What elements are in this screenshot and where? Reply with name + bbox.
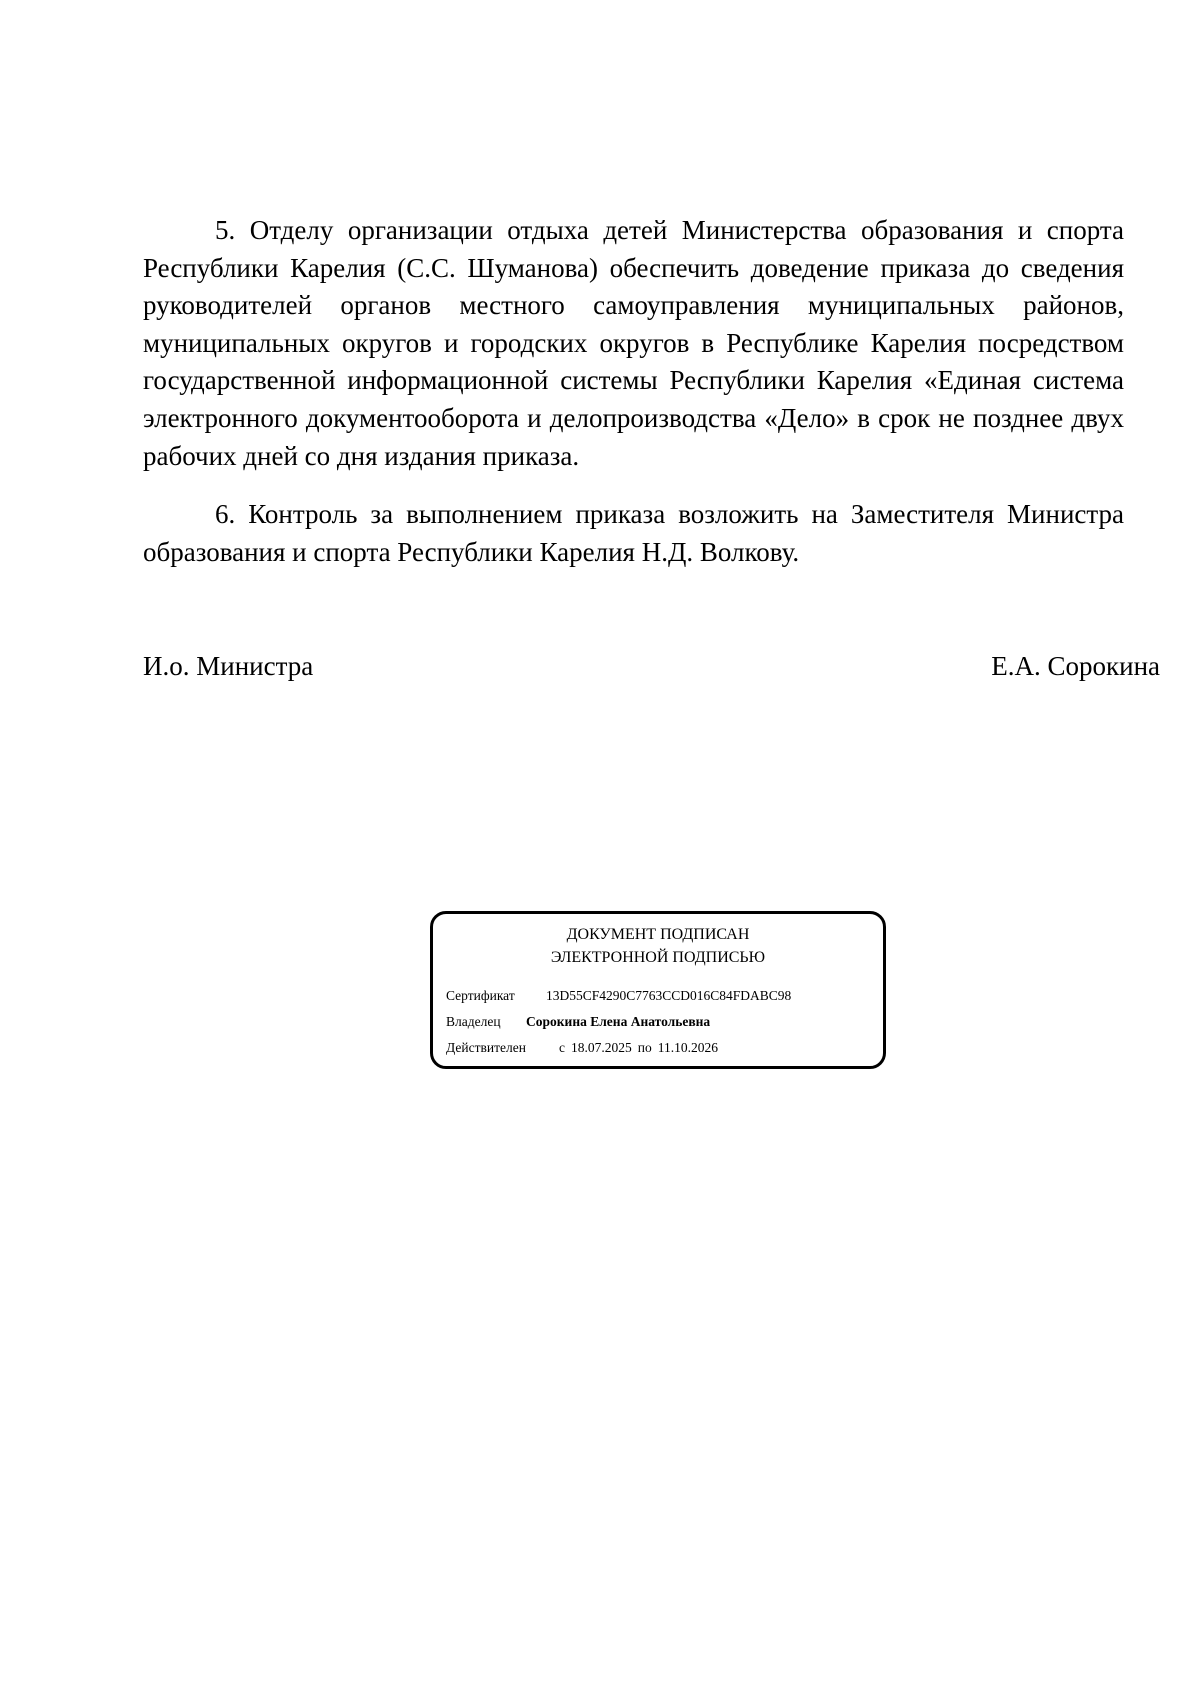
paragraph-5 [143,212,1124,475]
stamp-valid-to: 11.10.2026 [657,1040,718,1055]
stamp-owner-row [446,1012,710,1032]
stamp-title-line-1: ДОКУМЕНТ ПОДПИСАН [566,926,750,943]
stamp-valid-from-prefix: с [559,1040,565,1055]
stamp-valid-from: 18.07.2025 [571,1040,632,1055]
stamp-valid-to-prefix: по [637,1040,652,1055]
electronic-signature-stamp [430,911,886,1069]
stamp-certificate-value: 13D55CF4290C7763CCD016C84FDABC98 [546,988,792,1003]
paragraph-6 [143,496,1124,571]
signatory-name: Е.А. Сорокина [991,651,1160,681]
signatory-position: И.о. Министра [143,651,314,681]
stamp-owner-value: Сорокина Елена Анатольевна [526,1014,711,1029]
paragraph-5-text: 5. Отделу организации отдыха детей Министерства образования и спорта Республики Карелия (С.С. Шуманова) обеспечить доведение приказа до сведения руководителей органов местного самоуправления муниципальных районов, муниципальных округов и городских округов в Республике Карелия посредством государственной информационной системы Республики Карелия «Единая система электронного документооборота и делопроизводства «Дело» в срок не позднее двух рабочих дней со дня издания приказа. [143,215,1124,471]
paragraph-6-text: 6. Контроль за выполнением приказа возложить на Заместителя Министра образования и спорта Республики Карелия Н.Д. Волкову. [143,499,1124,567]
stamp-title-line-2: ЭЛЕКТРОННОЙ ПОДПИСЬЮ [550,949,766,966]
stamp-validity-row [446,1038,718,1058]
stamp-certificate-row [446,986,791,1006]
stamp-certificate-label: Сертификат [446,988,515,1003]
stamp-valid-label: Действителен [446,1040,526,1055]
stamp-owner-label: Владелец [446,1014,501,1029]
